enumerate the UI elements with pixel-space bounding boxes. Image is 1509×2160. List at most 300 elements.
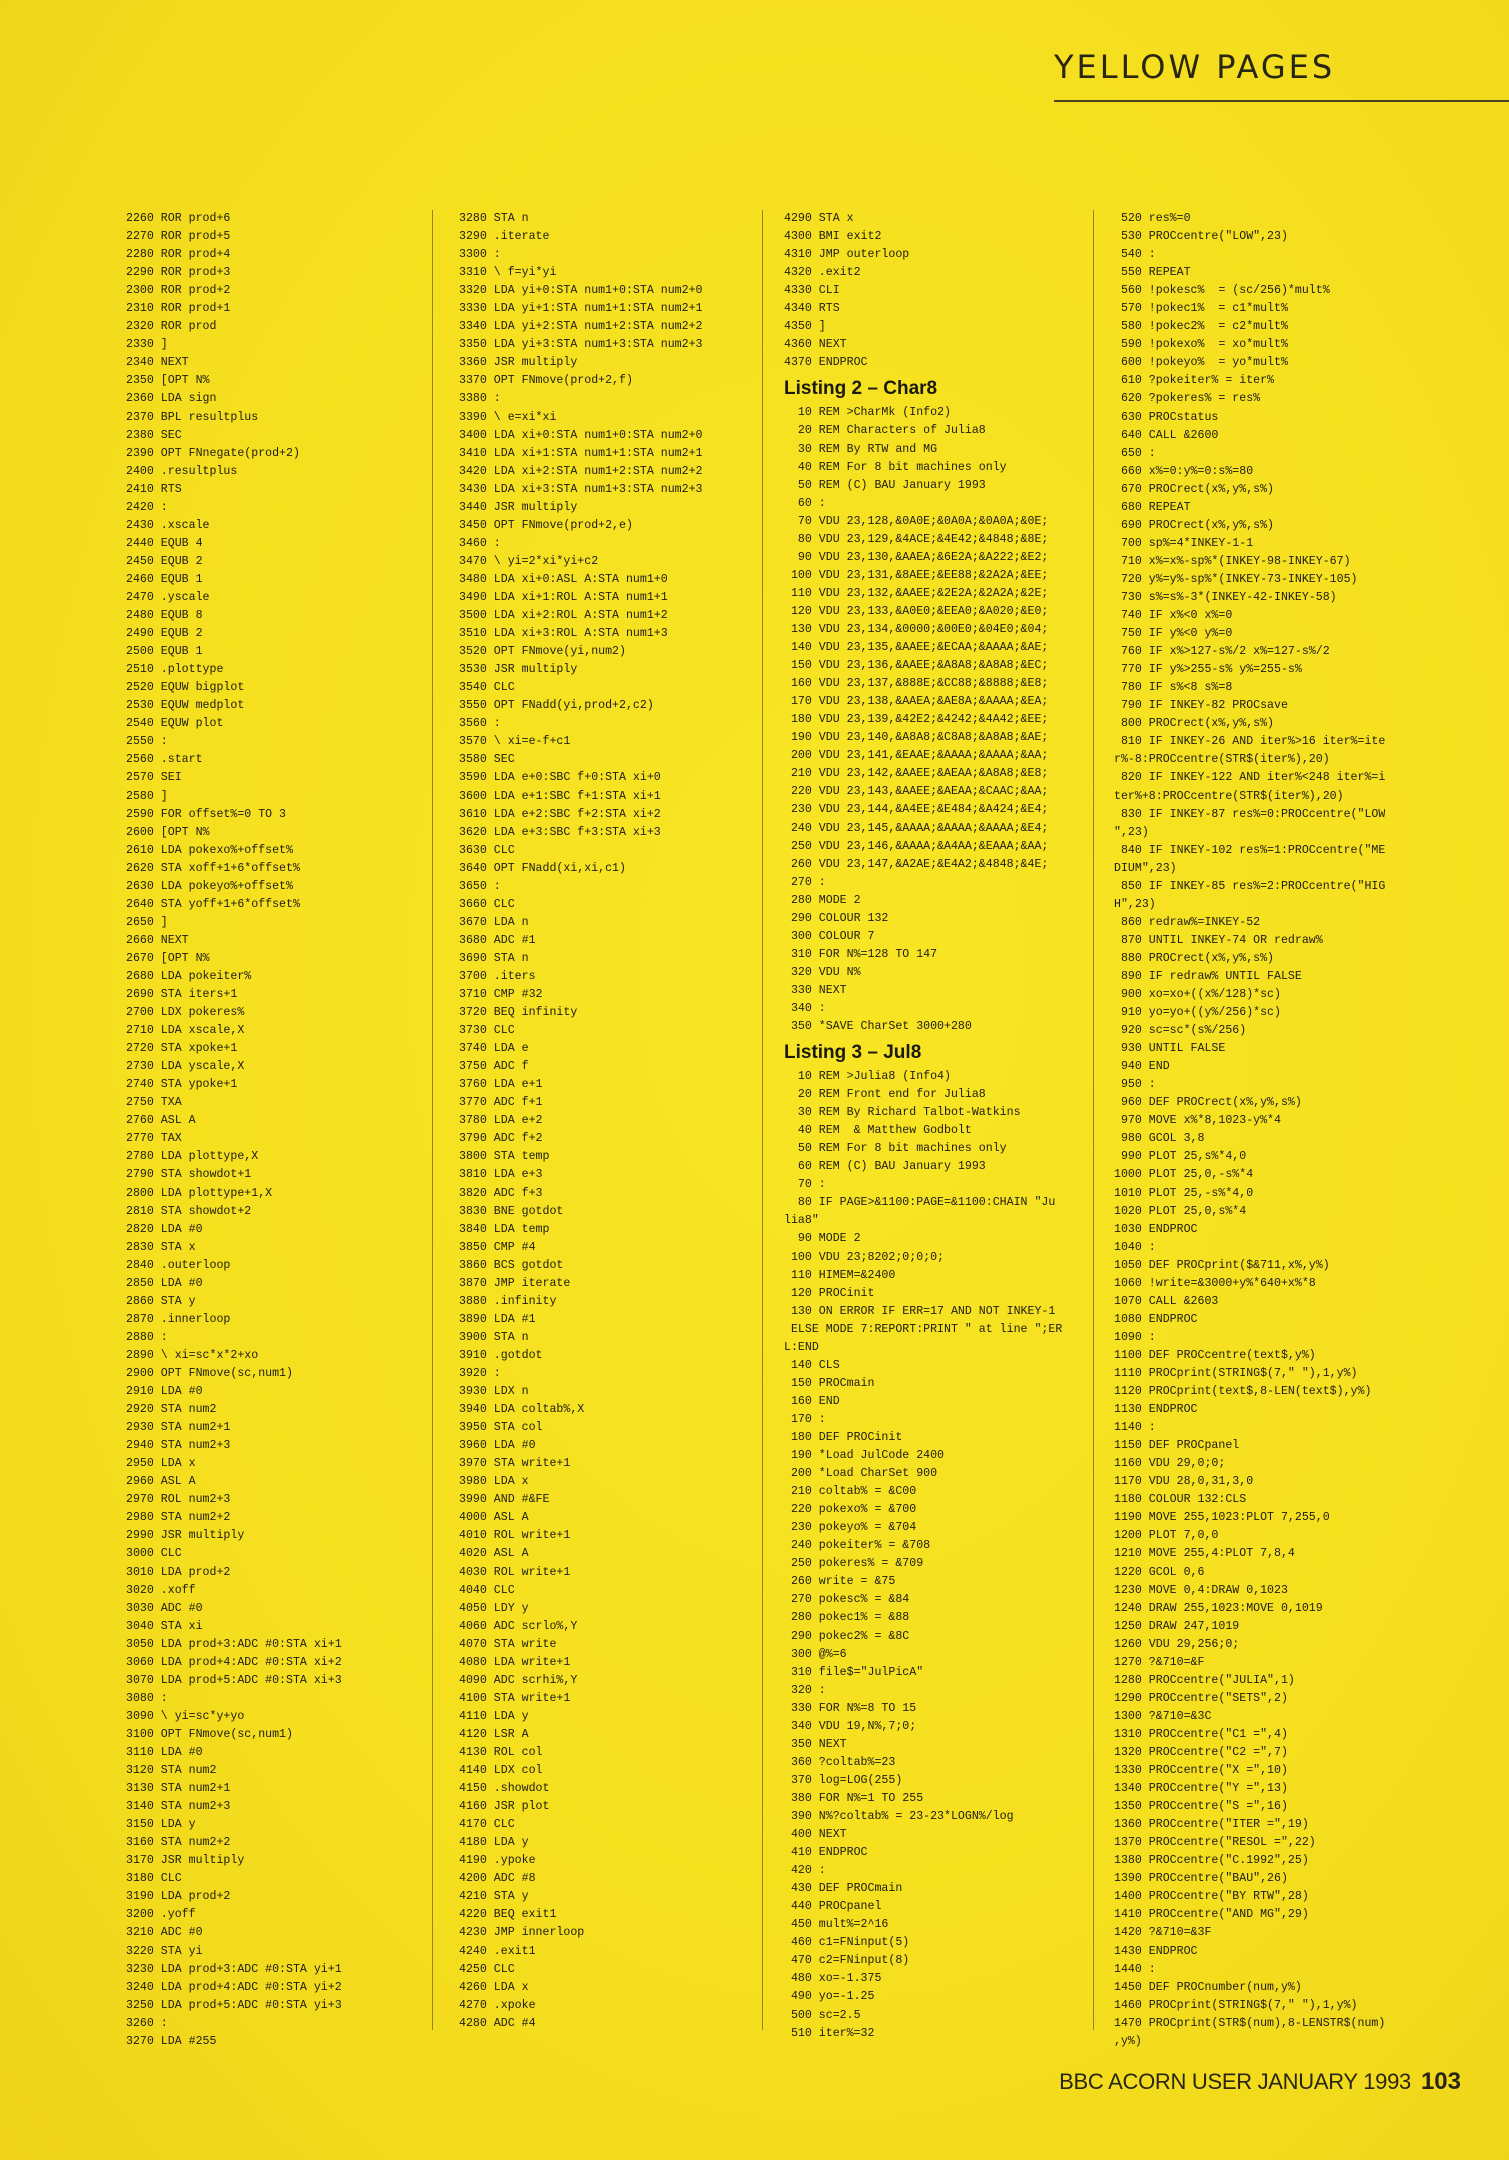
code-line: 1220 GCOL 0,6 — [1114, 1565, 1205, 1579]
code-line: 3130 STA num2+1 — [126, 1782, 231, 1796]
code-line: 1260 VDU 29,256;0; — [1114, 1637, 1240, 1651]
code-line: 130 ON ERROR IF ERR=17 AND NOT INKEY-1 — [784, 1304, 1056, 1318]
code-line: 1180 COLOUR 132:CLS — [1114, 1493, 1247, 1507]
code-line: 180 DEF PROCinit — [784, 1431, 903, 1444]
code-line: 130 VDU 23,134,&0000;&00E0;&04E0;&04; — [784, 622, 1049, 636]
code-line: 180 VDU 23,139,&42E2;&4242;&4A42;&EE; — [784, 713, 1049, 727]
code-line: 10 REM >Julia8 (Info4) — [784, 1070, 951, 1084]
code-line: 2590 FOR offset%=0 TO 3 — [126, 807, 287, 821]
code-line: 2740 STA ypoke+1 — [126, 1078, 238, 1092]
code-line: 3040 STA xi — [126, 1619, 203, 1633]
code-line: 4200 ADC #8 — [459, 1872, 536, 1886]
code-line: 350 *SAVE CharSet 3000+280 — [784, 1020, 972, 1034]
code-line: 2950 LDA x — [126, 1457, 196, 1471]
code-line: 3290 .iterate — [459, 230, 550, 244]
code-line: 10 REM >CharMk (Info2) — [784, 406, 951, 420]
code-line: 760 IF x%>127-s%/2 x%=127-s%/2 — [1114, 645, 1330, 659]
code-line: 790 IF INKEY-82 PROCsave — [1114, 699, 1288, 713]
code-line: 1070 CALL &2603 — [1114, 1294, 1219, 1308]
code-line: 1150 DEF PROCpanel — [1114, 1439, 1240, 1453]
code-line: 2510 .plottype — [126, 663, 224, 677]
code-line: 260 VDU 23,147,&A2AE;&E4A2;&4848;&4E; — [784, 857, 1049, 871]
code-line: 4190 .ypoke — [459, 1854, 536, 1868]
code-line: 3810 LDA e+3 — [459, 1168, 543, 1182]
code-line: 290 pokec2% = &8C — [784, 1629, 910, 1643]
code-line: 270 : — [784, 875, 826, 889]
code-line: 370 log=LOG(255) — [784, 1773, 903, 1787]
code-line: 730 s%=s%-3*(INKEY-42-INKEY-58) — [1114, 590, 1337, 604]
code-line: 2680 LDA pokeiter% — [126, 969, 252, 983]
code-line: 2260 ROR prod+6 — [126, 212, 231, 225]
code-line: 470 c2=FNinput(8) — [784, 1954, 910, 1968]
code-line: 1430 ENDPROC — [1114, 1944, 1198, 1958]
code-line: 3110 LDA #0 — [126, 1745, 203, 1759]
code-line: 4320 .exit2 — [784, 266, 861, 280]
code-line: 80 IF PAGE>&1100:PAGE=&1100:CHAIN "Ju — [784, 1196, 1056, 1210]
code-line: 900 xo=xo+((x%/128)*sc) — [1114, 988, 1281, 1002]
code-line: 300 @%=6 — [784, 1647, 847, 1661]
code-line: 880 PROCrect(x%,y%,s%) — [1114, 951, 1275, 965]
code-line: 1280 PROCcentre("JULIA",1) — [1114, 1673, 1295, 1687]
code-line: 2280 ROR prod+4 — [126, 248, 231, 262]
code-line: 2610 LDA pokexo%+offset% — [126, 843, 293, 857]
code-line: 910 yo=yo+((y%/256)*sc) — [1114, 1006, 1281, 1020]
code-line: 770 IF y%>255-s% y%=255-s% — [1114, 663, 1302, 677]
code-line: 320 VDU N% — [784, 965, 861, 979]
code-line: 930 UNTIL FALSE — [1114, 1042, 1226, 1056]
code-line: 4210 STA y — [459, 1890, 529, 1904]
code-line: 3430 LDA xi+3:STA num1+3:STA num2+3 — [459, 482, 703, 496]
code-line: 3250 LDA prod+5:ADC #0:STA yi+3 — [126, 1998, 342, 2012]
code-line: 290 COLOUR 132 — [784, 911, 889, 925]
code-line: 2380 SEC — [126, 428, 182, 442]
listing-column-3 — [784, 210, 1062, 2043]
code-line: 550 REPEAT — [1114, 266, 1191, 280]
code-line: 2530 EQUW medplot — [126, 699, 245, 713]
code-line: 1300 ?&710=&3C — [1114, 1709, 1212, 1723]
code-line: 3390 \ e=xi*xi — [459, 410, 557, 424]
code-line: 50 REM For 8 bit machines only — [784, 1142, 1007, 1156]
code-line: 3460 : — [459, 536, 501, 550]
code-line: 2370 BPL resultplus — [126, 410, 259, 424]
code-line: 2550 : — [126, 735, 168, 749]
code-line: 680 REPEAT — [1114, 500, 1191, 514]
code-line: 3540 CLC — [459, 681, 515, 695]
code-line: 860 redraw%=INKEY-52 — [1114, 915, 1261, 929]
code-line: 420 : — [784, 1864, 826, 1878]
code-line: 1200 PLOT 7,0,0 — [1114, 1529, 1219, 1543]
code-line: 120 VDU 23,133,&A0E0;&EEA0;&A020;&E0; — [784, 604, 1049, 618]
code-line: 3870 JMP iterate — [459, 1276, 571, 1290]
code-line: 3830 BNE gotdot — [459, 1204, 564, 1218]
code-line: 330 FOR N%=8 TO 15 — [784, 1701, 917, 1715]
code-line: 3100 OPT FNmove(sc,num1) — [126, 1727, 293, 1741]
code-line: 4310 JMP outerloop — [784, 248, 910, 262]
code-line: 100 VDU 23;8202;0;0;0; — [784, 1250, 945, 1264]
code-line: 2520 EQUW bigplot — [126, 681, 245, 695]
code-line: 3450 OPT FNmove(prod+2,e) — [459, 518, 633, 532]
code-line: 350 NEXT — [784, 1737, 847, 1751]
code-line: 3620 LDA e+3:SBC f+3:STA xi+3 — [459, 825, 661, 839]
code-line: 4120 LSR A — [459, 1727, 529, 1741]
code-line: 1050 DEF PROCprint($&711,x%,y%) — [1114, 1258, 1330, 1272]
code-line: 3990 AND #&FE — [459, 1493, 550, 1507]
code-line: 3000 CLC — [126, 1547, 182, 1561]
code-line: 4220 BEQ exit1 — [459, 1908, 557, 1922]
code-line: 300 COLOUR 7 — [784, 929, 875, 943]
code-line: 920 sc=sc*(s%/256) — [1114, 1024, 1247, 1038]
code-line: 980 GCOL 3,8 — [1114, 1132, 1205, 1146]
code-line: 3150 LDA y — [126, 1818, 196, 1832]
code-line: 530 PROCcentre("LOW",23) — [1114, 230, 1288, 244]
code-line: 3630 CLC — [459, 843, 515, 857]
code-line: 2410 RTS — [126, 482, 182, 496]
code-line: 4370 ENDPROC — [784, 356, 868, 370]
listing-column-4 — [1114, 210, 1385, 2051]
code-line: 1350 PROCcentre("S =",16) — [1114, 1800, 1288, 1814]
page-footer — [1059, 2068, 1461, 2096]
column-divider — [1093, 210, 1094, 2030]
code-line: 990 PLOT 25,s%*4,0 — [1114, 1150, 1247, 1164]
code-line: 1290 PROCcentre("SETS",2) — [1114, 1691, 1288, 1705]
code-line: 720 y%=y%-sp%*(INKEY-73-INKEY-105) — [1114, 572, 1358, 586]
code-line: 2310 ROR prod+1 — [126, 302, 231, 316]
code-line: 2400 .resultplus — [126, 464, 238, 478]
code-line: 110 HIMEM=&2400 — [784, 1268, 896, 1282]
code-line: 4030 ROL write+1 — [459, 1565, 571, 1579]
code-line: 340 VDU 19,N%,7;0; — [784, 1719, 917, 1733]
code-line: 2870 .innerloop — [126, 1312, 231, 1326]
code-line: 380 FOR N%=1 TO 255 — [784, 1791, 924, 1805]
code-line: 3770 ADC f+1 — [459, 1096, 543, 1110]
code-line: 3240 LDA prod+4:ADC #0:STA yi+2 — [126, 1980, 342, 1994]
code-line: DIUM",23) — [1114, 861, 1177, 875]
code-line: 3090 \ yi=sc*y+yo — [126, 1709, 245, 1723]
code-line: 4090 ADC scrhi%,Y — [459, 1673, 578, 1687]
code-line: 1270 ?&710=&F — [1114, 1655, 1205, 1669]
code-line: 190 *Load JulCode 2400 — [784, 1449, 945, 1463]
code-line: 3670 LDA n — [459, 915, 529, 929]
code-line: 4250 CLC — [459, 1962, 515, 1976]
code-line: 190 VDU 23,140,&A8A8;&C8A8;&A8A8;&AE; — [784, 731, 1049, 745]
magazine-issue: BBC ACORN USER JANUARY 1993 — [1059, 2069, 1411, 2094]
code-line: 310 FOR N%=128 TO 147 — [784, 947, 938, 961]
code-line: 40 REM & Matthew Godbolt — [784, 1124, 972, 1138]
code-line: 3860 BCS gotdot — [459, 1258, 564, 1272]
code-line: 280 pokec1% = &88 — [784, 1611, 910, 1625]
code-line: 1020 PLOT 25,0,s%*4 — [1114, 1204, 1247, 1218]
code-line: 170 VDU 23,138,&AAEA;&AE8A;&AAAA;&EA; — [784, 695, 1049, 709]
code-line: 600 !pokeyo% = yo*mult% — [1114, 356, 1288, 370]
code-line: 150 VDU 23,136,&AAEE;&A8A8;&A8A8;&EC; — [784, 659, 1049, 673]
code-line: ,y%) — [1114, 2034, 1142, 2048]
code-line: 3680 ADC #1 — [459, 933, 536, 947]
code-line: 590 !pokexo% = xo*mult% — [1114, 338, 1288, 352]
code-line: 2800 LDA plottype+1,X — [126, 1186, 273, 1200]
code-line: 3510 LDA xi+3:ROL A:STA num1+3 — [459, 627, 668, 641]
code-line: 60 : — [784, 496, 826, 510]
code-line: 170 : — [784, 1412, 826, 1426]
code-line: 3400 LDA xi+0:STA num1+0:STA num2+0 — [459, 428, 703, 442]
code-line: 3470 \ yi=2*xi*yi+c2 — [459, 554, 599, 568]
code-line: 3360 JSR multiply — [459, 356, 578, 370]
code-line: 2920 STA num2 — [126, 1403, 217, 1417]
code-line: 3260 : — [126, 2016, 168, 2030]
listing-column-2 — [459, 210, 703, 2033]
code-line: 150 PROCmain — [784, 1376, 875, 1390]
code-line: 810 IF INKEY-26 AND iter%>16 iter%=ite — [1114, 735, 1386, 749]
code-line: 510 iter%=32 — [784, 2026, 875, 2040]
code-line: 1250 DRAW 247,1019 — [1114, 1619, 1240, 1633]
code-line: 160 END — [784, 1394, 840, 1408]
code-line: 3030 ADC #0 — [126, 1601, 203, 1615]
code-line: 100 VDU 23,131,&8AEE;&EE88;&2A2A;&EE; — [784, 568, 1049, 582]
code-line: 3750 ADC f — [459, 1060, 529, 1074]
listing-2-title: Listing 2 – Char8 — [784, 378, 938, 400]
code-line: 3660 CLC — [459, 897, 515, 911]
code-line: 2910 LDA #0 — [126, 1385, 203, 1399]
code-line: 1190 MOVE 255,1023:PLOT 7,255,0 — [1114, 1511, 1330, 1525]
code-line: 210 VDU 23,142,&AAEE;&AEAA;&A8A8;&E8; — [784, 767, 1049, 781]
code-line: 670 PROCrect(x%,y%,s%) — [1114, 482, 1275, 496]
code-line: 1460 PROCprint(STRING$(7," "),1,y%) — [1114, 1998, 1358, 2012]
code-line: 140 CLS — [784, 1358, 840, 1372]
code-line: 3840 LDA temp — [459, 1222, 550, 1236]
code-line: 3070 LDA prod+5:ADC #0:STA xi+3 — [126, 1673, 342, 1687]
code-line: 3180 CLC — [126, 1872, 182, 1886]
code-line: 3930 LDX n — [459, 1385, 529, 1399]
code-line: 3300 : — [459, 248, 501, 262]
code-line: 2790 STA showdot+1 — [126, 1168, 252, 1182]
code-line: 3480 LDA xi+0:ASL A:STA num1+0 — [459, 572, 668, 586]
code-line: r%-8:PROCcentre(STR$(iter%),20) — [1114, 753, 1330, 767]
code-line: 3850 CMP #4 — [459, 1240, 536, 1254]
code-line: 280 MODE 2 — [784, 893, 861, 907]
code-line: 3730 CLC — [459, 1024, 515, 1038]
header-rule — [1054, 100, 1509, 102]
code-line: 3200 .yoff — [126, 1908, 196, 1922]
code-line: 230 VDU 23,144,&A4EE;&E484;&A424;&E4; — [784, 803, 1049, 817]
code-line: 750 IF y%<0 y%=0 — [1114, 627, 1233, 641]
code-line: 2980 STA num2+2 — [126, 1511, 231, 1525]
code-line: 2580 ] — [126, 789, 168, 803]
code-line: 1230 MOVE 0,4:DRAW 0,1023 — [1114, 1583, 1288, 1597]
code-line: 20 REM Characters of Julia8 — [784, 424, 986, 438]
code-line: 970 MOVE x%*8,1023-y%*4 — [1114, 1114, 1281, 1128]
code-line: 1170 VDU 28,0,31,3,0 — [1114, 1475, 1254, 1489]
code-line: 220 VDU 23,143,&AAEE;&AEAA;&CAAC;&AA; — [784, 785, 1049, 799]
code-line: 250 VDU 23,146,&AAAA;&A4AA;&EAAA;&AA; — [784, 839, 1049, 853]
code-line: 740 IF x%<0 x%=0 — [1114, 609, 1233, 623]
code-line: 30 REM By RTW and MG — [784, 442, 938, 456]
code-line: 2290 ROR prod+3 — [126, 266, 231, 280]
code-line: 610 ?pokeiter% = iter% — [1114, 374, 1275, 388]
code-line: 4080 LDA write+1 — [459, 1655, 571, 1669]
code-line: 4180 LDA y — [459, 1836, 529, 1850]
code-line: 2390 OPT FNnegate(prod+2) — [126, 446, 300, 460]
code-line: 4300 BMI exit2 — [784, 230, 882, 244]
code-line: 3280 STA n — [459, 212, 529, 225]
code-line: 2960 ASL A — [126, 1475, 196, 1489]
code-line: 840 IF INKEY-102 res%=1:PROCcentre("ME — [1114, 843, 1386, 857]
code-line: 2830 STA x — [126, 1240, 196, 1254]
code-line: 2780 LDA plottype,X — [126, 1150, 259, 1164]
code-line: 1370 PROCcentre("RESOL =",22) — [1114, 1836, 1316, 1850]
code-line: 2650 ] — [126, 915, 168, 929]
code-line: 430 DEF PROCmain — [784, 1882, 903, 1896]
code-line: 3760 LDA e+1 — [459, 1078, 543, 1092]
code-line: 1450 DEF PROCnumber(num,y%) — [1114, 1980, 1302, 1994]
code-line: 230 pokeyo% = &704 — [784, 1521, 917, 1535]
code-line: 2440 EQUB 4 — [126, 536, 203, 550]
code-line: 3970 STA write+1 — [459, 1457, 571, 1471]
code-line: 410 ENDPROC — [784, 1846, 868, 1860]
code-line: 890 IF redraw% UNTIL FALSE — [1114, 969, 1302, 983]
code-line: 260 write = &75 — [784, 1575, 896, 1589]
code-line: 3800 STA temp — [459, 1150, 550, 1164]
code-line: 4100 STA write+1 — [459, 1691, 571, 1705]
code-line: 490 yo=-1.25 — [784, 1990, 875, 2004]
code-line: 4040 CLC — [459, 1583, 515, 1597]
code-line: 1310 PROCcentre("C1 =",4) — [1114, 1727, 1288, 1741]
code-line: 3020 .xoff — [126, 1583, 196, 1597]
code-line: 560 !pokesc% = (sc/256)*mult% — [1114, 284, 1330, 298]
code-line: 2880 : — [126, 1330, 168, 1344]
code-line: H",23) — [1114, 897, 1156, 911]
code-line: 480 xo=-1.375 — [784, 1972, 882, 1986]
code-line: 3310 \ f=yi*yi — [459, 266, 557, 280]
code-line: 2490 EQUB 2 — [126, 627, 203, 641]
code-line: 70 : — [784, 1178, 826, 1192]
code-line: 3500 LDA xi+2:ROL A:STA num1+2 — [459, 609, 668, 623]
code-line: 3880 .infinity — [459, 1294, 557, 1308]
code-line: 2930 STA num2+1 — [126, 1421, 231, 1435]
code-line: 240 pokeiter% = &708 — [784, 1539, 931, 1553]
code-line: 2630 LDA pokeyo%+offset% — [126, 879, 293, 893]
code-line: 520 res%=0 — [1114, 212, 1191, 225]
code-line: 400 NEXT — [784, 1828, 847, 1842]
code-line: 4290 STA x — [784, 212, 854, 225]
code-line: 1380 PROCcentre("C.1992",25) — [1114, 1854, 1309, 1868]
code-line: 1100 DEF PROCcentre(text$,y%) — [1114, 1348, 1316, 1362]
code-line: 4170 CLC — [459, 1818, 515, 1832]
code-line: 660 x%=0:y%=0:s%=80 — [1114, 464, 1254, 478]
code-line: 1240 DRAW 255,1023:MOVE 0,1019 — [1114, 1601, 1323, 1615]
code-line: 2820 LDA #0 — [126, 1222, 203, 1236]
code-line: 3050 LDA prod+3:ADC #0:STA xi+1 — [126, 1637, 342, 1651]
code-line: 630 PROCstatus — [1114, 410, 1219, 424]
code-line: 3920 : — [459, 1367, 501, 1380]
code-line: 4050 LDY y — [459, 1601, 529, 1615]
code-line: 40 REM For 8 bit machines only — [784, 460, 1007, 474]
code-line: 2620 STA xoff+1+6*offset% — [126, 861, 300, 875]
code-line: 780 IF s%<8 s%=8 — [1114, 681, 1233, 695]
code-line: 3590 LDA e+0:SBC f+0:STA xi+0 — [459, 771, 661, 785]
code-line: 2350 [OPT N% — [126, 374, 210, 388]
code-line: 3270 LDA #255 — [126, 2034, 217, 2048]
code-line: 2770 TAX — [126, 1132, 182, 1146]
code-line: 3330 LDA yi+1:STA num1+1:STA num2+1 — [459, 302, 703, 316]
code-line: 80 VDU 23,129,&4ACE;&4E42;&4848;&8E; — [784, 532, 1049, 546]
code-line: 3790 ADC f+2 — [459, 1132, 543, 1146]
code-line: 2340 NEXT — [126, 356, 189, 370]
code-line: 870 UNTIL INKEY-74 OR redraw% — [1114, 933, 1323, 947]
code-line: 4260 LDA x — [459, 1980, 529, 1994]
code-line: 4160 JSR plot — [459, 1800, 550, 1814]
code-line: 200 VDU 23,141,&EAAE;&AAAA;&AAAA;&AA; — [784, 749, 1049, 763]
code-line: 3720 BEQ infinity — [459, 1006, 578, 1020]
code-line: 1360 PROCcentre("ITER =",19) — [1114, 1818, 1309, 1832]
code-line: 1210 MOVE 255,4:PLOT 7,8,4 — [1114, 1547, 1295, 1561]
code-line: 2810 STA showdot+2 — [126, 1204, 252, 1218]
code-line: 3340 LDA yi+2:STA num1+2:STA num2+2 — [459, 320, 703, 334]
section-header — [1054, 48, 1509, 108]
code-line: 3370 OPT FNmove(prod+2,f) — [459, 374, 633, 388]
code-line: 1090 : — [1114, 1330, 1156, 1344]
code-line: 3490 LDA xi+1:ROL A:STA num1+1 — [459, 590, 668, 604]
code-line: 710 x%=x%-sp%*(INKEY-98-INKEY-67) — [1114, 554, 1351, 568]
code-line: 4130 ROL col — [459, 1745, 543, 1759]
code-line: 540 : — [1114, 248, 1156, 262]
code-line: 3010 LDA prod+2 — [126, 1565, 231, 1579]
code-line: 310 file$="JulPicA" — [784, 1665, 924, 1679]
code-line: 2990 JSR multiply — [126, 1529, 245, 1543]
code-line: 4240 .exit1 — [459, 1944, 536, 1958]
code-line: 200 *Load CharSet 900 — [784, 1467, 938, 1481]
code-line: 3610 LDA e+2:SBC f+2:STA xi+2 — [459, 807, 661, 821]
code-line: 2600 [OPT N% — [126, 825, 210, 839]
code-line: 800 PROCrect(x%,y%,s%) — [1114, 717, 1275, 731]
code-line: 3530 JSR multiply — [459, 663, 578, 677]
code-line: 1440 : — [1114, 1962, 1156, 1976]
code-line: 50 REM (C) BAU January 1993 — [784, 478, 986, 492]
code-line: 4140 LDX col — [459, 1764, 543, 1778]
code-line: 2720 STA xpoke+1 — [126, 1042, 238, 1056]
code-line: 1140 : — [1114, 1421, 1156, 1435]
code-line: 2970 ROL num2+3 — [126, 1493, 231, 1507]
code-line: 2360 LDA sign — [126, 392, 217, 406]
code-line: 360 ?coltab%=23 — [784, 1755, 896, 1769]
column-divider — [432, 210, 433, 2030]
code-line: 1400 PROCcentre("BY RTW",28) — [1114, 1890, 1309, 1904]
code-line: 1040 : — [1114, 1240, 1156, 1254]
code-line: 2540 EQUW plot — [126, 717, 224, 731]
code-line: 160 VDU 23,137,&888E;&CC88;&8888;&E8; — [784, 677, 1049, 691]
code-line: 1420 ?&710=&3F — [1114, 1926, 1212, 1940]
code-line: 1320 PROCcentre("C2 =",7) — [1114, 1745, 1288, 1759]
code-line: 3600 LDA e+1:SBC f+1:STA xi+1 — [459, 789, 661, 803]
code-line: 3570 \ xi=e-f+c1 — [459, 735, 571, 749]
code-line: 1390 PROCcentre("BAU",26) — [1114, 1872, 1288, 1886]
code-line: 940 END — [1114, 1060, 1170, 1074]
code-line: 3120 STA num2 — [126, 1764, 217, 1778]
code-line: 250 pokeres% = &709 — [784, 1557, 924, 1571]
code-line: 4150 .showdot — [459, 1782, 550, 1796]
code-line: 140 VDU 23,135,&AAEE;&ECAA;&AAAA;&AE; — [784, 641, 1049, 655]
code-line: ",23) — [1114, 825, 1149, 839]
code-line: 2320 ROR prod — [126, 320, 217, 334]
code-line: 60 REM (C) BAU January 1993 — [784, 1160, 986, 1174]
code-line: 2570 SEI — [126, 771, 182, 785]
code-line: 2860 STA y — [126, 1294, 196, 1308]
code-line: 2430 .xscale — [126, 518, 210, 532]
code-line: 390 N%?coltab% = 23-23*LOGN%/log — [784, 1809, 1014, 1823]
code-line: 4000 ASL A — [459, 1511, 529, 1525]
code-line: 2850 LDA #0 — [126, 1276, 203, 1290]
code-line: 4110 LDA y — [459, 1709, 529, 1723]
code-line: 960 DEF PROCrect(x%,y%,s%) — [1114, 1096, 1302, 1110]
code-line: 1010 PLOT 25,-s%*4,0 — [1114, 1186, 1254, 1200]
